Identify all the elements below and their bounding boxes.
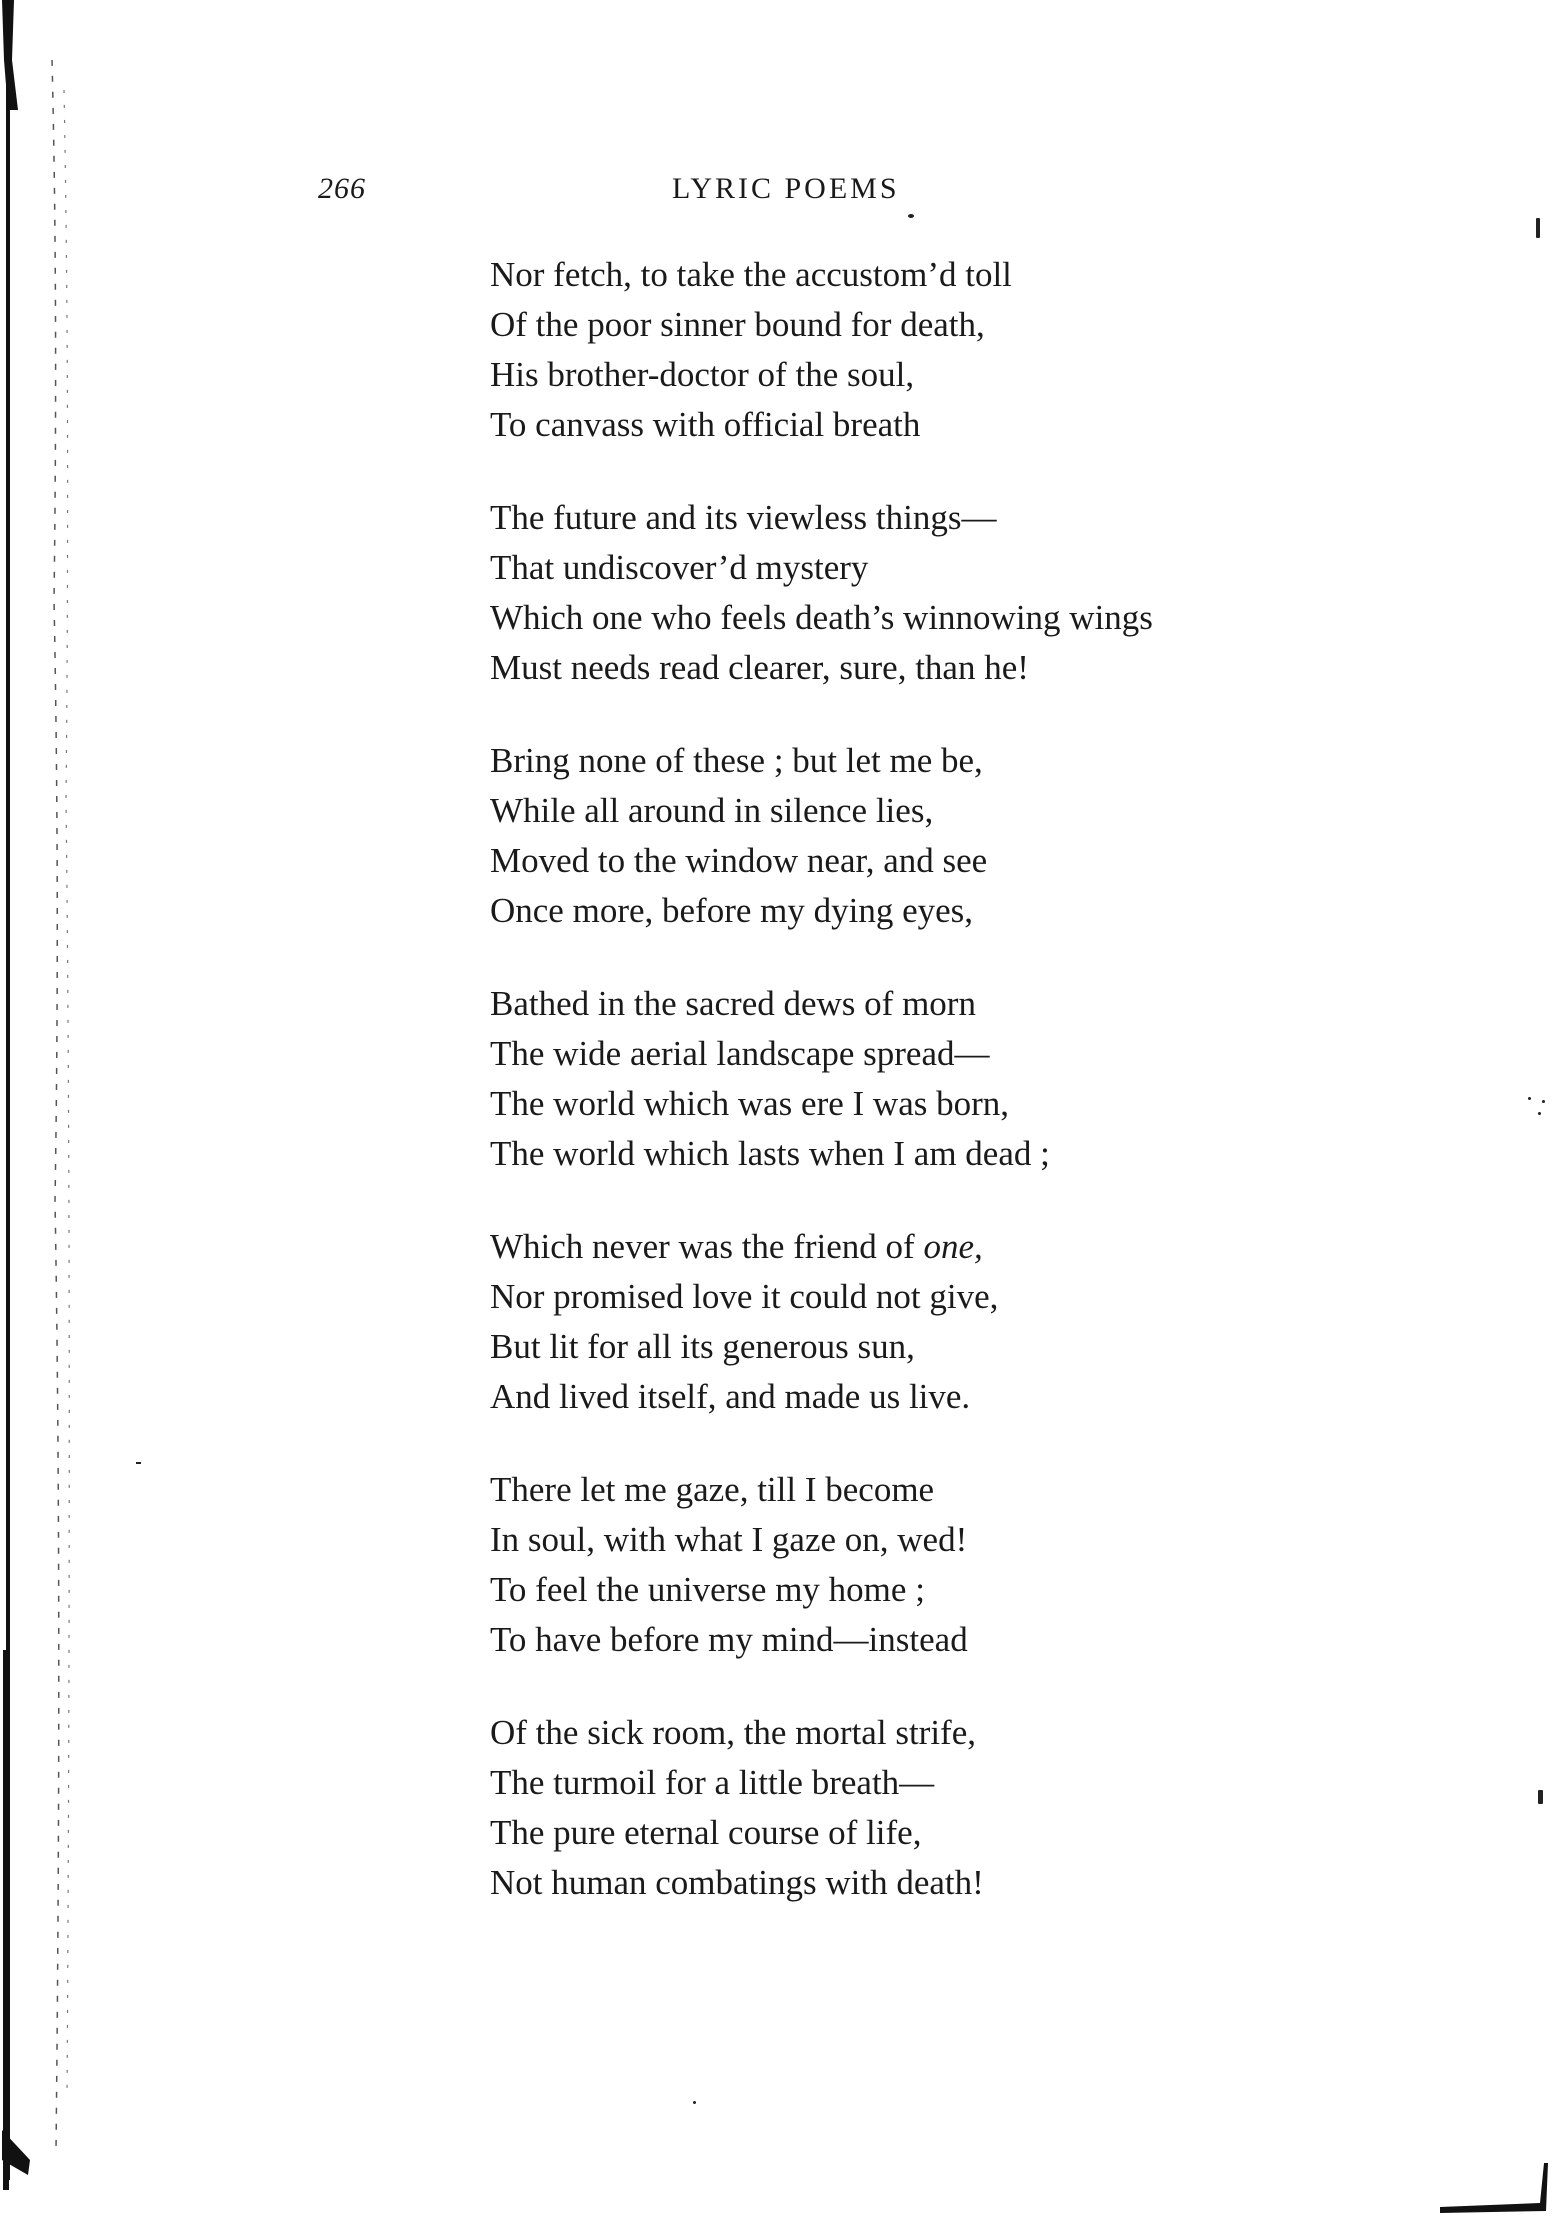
stanza	[490, 1708, 1390, 1908]
poem-line: The pure eternal course of life,	[490, 1813, 922, 1852]
poem-line: Of the poor sinner bound for death,	[490, 305, 985, 344]
poem-line: And lived itself, and made us live.	[490, 1377, 971, 1416]
stanza	[490, 1222, 1390, 1422]
poem-line: Nor fetch, to take the accustom’d toll	[490, 255, 1012, 294]
poem-line: To feel the universe my home ;	[490, 1570, 925, 1609]
poem-line: That undiscover’d mystery	[490, 548, 869, 587]
poem-line: Of the sick room, the mortal strife,	[490, 1713, 976, 1752]
scan-speck	[908, 214, 914, 218]
poem-line: There let me gaze, till I become	[490, 1470, 935, 1509]
italic-word: one,	[923, 1227, 983, 1266]
poem-line: Moved to the window near, and see	[490, 841, 988, 880]
scan-speck	[1528, 1097, 1531, 1100]
poem-line-text: Which never was the friend of	[490, 1227, 924, 1266]
poem-line: While all around in silence lies,	[490, 791, 934, 830]
stanza	[490, 736, 1390, 936]
poem-line: The wide aerial landscape spread—	[490, 1034, 990, 1073]
running-title: LYRIC POEMS	[672, 172, 900, 205]
poem-line: His brother-doctor of the soul,	[490, 355, 915, 394]
poem-line: In soul, with what I gaze on, wed!	[490, 1520, 968, 1559]
poem-line: Bathed in the sacred dews of morn	[490, 984, 976, 1023]
binding-edge-scan	[0, 0, 90, 2222]
stanza	[490, 250, 1390, 450]
poem-line: The turmoil for a little breath—	[490, 1763, 935, 1802]
poem-line: The world which was ere I was born,	[490, 1084, 1010, 1123]
poem-line: Which one who feels death’s winnowing wings	[490, 598, 1153, 637]
poem-line: The future and its viewless things—	[490, 498, 997, 537]
scan-speck	[1538, 1790, 1543, 1804]
stanza	[490, 493, 1390, 693]
stanza	[490, 1465, 1390, 1665]
scan-speck	[1538, 1112, 1541, 1115]
scan-speck	[693, 2101, 696, 2104]
poem-line: Once more, before my dying eyes,	[490, 891, 974, 930]
poem-line: To canvass with official breath	[490, 405, 921, 444]
bottom-corner-mark	[1440, 2155, 1550, 2215]
poem-body	[490, 250, 1390, 1951]
poem-line: But lit for all its generous sun,	[490, 1327, 915, 1366]
page-number: 266	[318, 172, 366, 205]
scan-speck	[136, 1462, 141, 1464]
poem-line: The world which lasts when I am dead ;	[490, 1134, 1050, 1173]
stanza	[490, 979, 1390, 1179]
scan-speck	[1536, 218, 1540, 238]
page-header	[0, 172, 1563, 212]
poem-line: To have before my mind—instead	[490, 1620, 968, 1659]
poem-line	[490, 1222, 1390, 1272]
poem-line: Not human combatings with death!	[490, 1863, 984, 1902]
poem-line: Must needs read clearer, sure, than he!	[490, 648, 1029, 687]
poem-line: Nor promised love it could not give,	[490, 1277, 999, 1316]
poem-line: Bring none of these ; but let me be,	[490, 741, 983, 780]
scan-speck	[1542, 1100, 1545, 1103]
